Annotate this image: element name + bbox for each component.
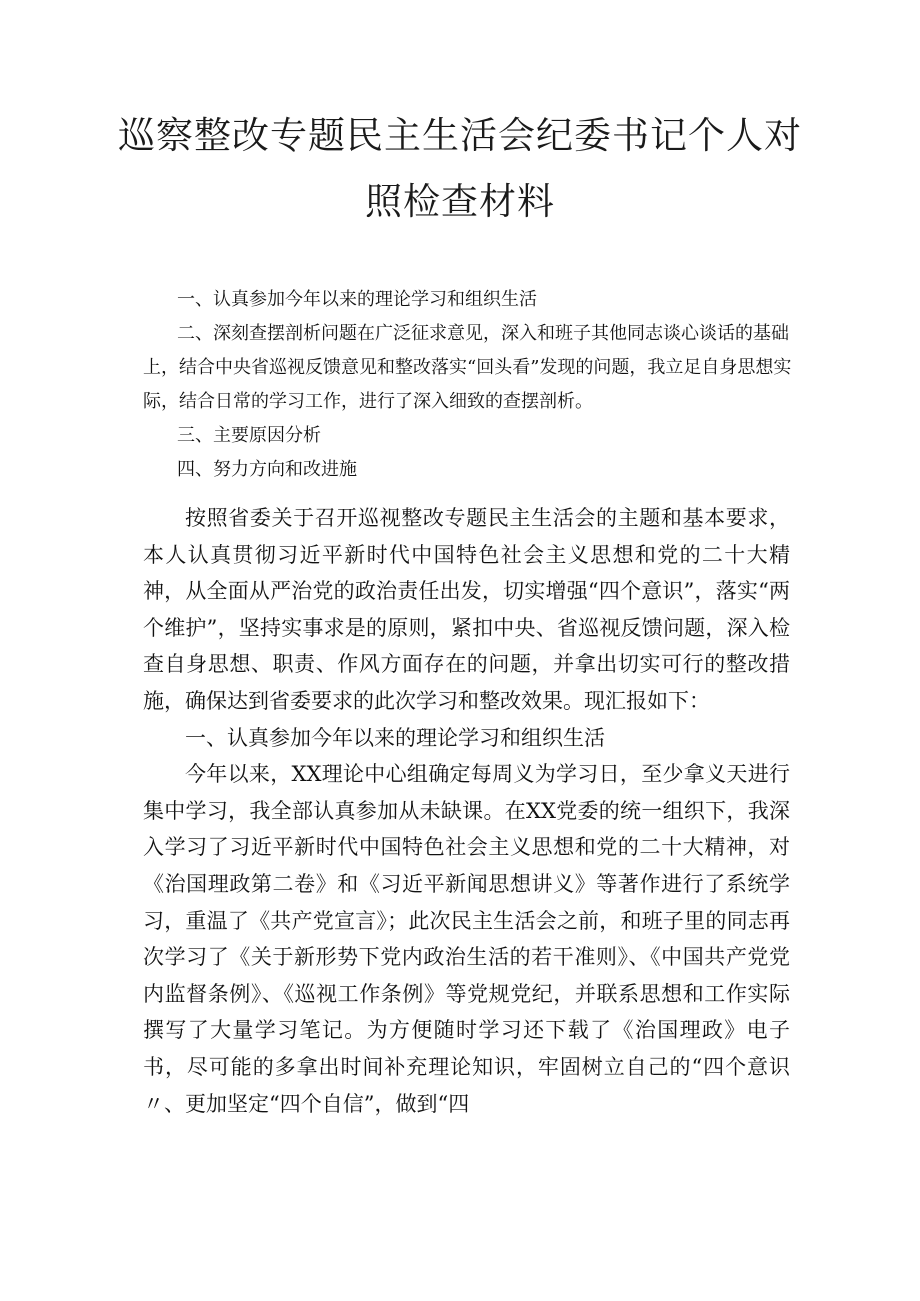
- document-body: [143, 500, 790, 1122]
- outline-item-4: 四、努力方向和改进施: [177, 459, 357, 480]
- section-1-paragraph: 今年以来，XX理论中心组确定每周义为学习日，至少拿义天进行集中学习，我全部认真参加从未缺课。在XX党委的统一组织下，我深入学习了习近平新时代中国特色社会主义思想和党的二十大精神，对《治国理政第二卷》和《习近平新闻思想讲义》等著作进行了系统学习，重温了《共产党宣言》；此次民主生活会之前，和班子里的同志再次学习了《关于新形势下党内政治生活的若干准则》、《中国共产党党内监督条例》、《巡视工作条例》等党规党纪，并联系思想和工作实际撰写了大量学习笔记。为方便随时学习还下载了《治国理政》电子书，尽可能的多拿出时间补充理论知识，牢固树立自己的“四个意识〃、更加坚定“四个自信”，做到“四: [143, 762, 790, 1116]
- outline-list: [143, 283, 803, 487]
- outline-item-2: 二、深刻查摆剖析问题在广泛征求意见，深入和班子其他同志谈心谈话的基础上，结合中央省巡视反馈意见和整改落实“回头看”发现的问题，我立足自身思想实际，结合日常的学习工作，进行了深入细致的查摆剖析。: [143, 323, 792, 412]
- intro-paragraph: 按照省委关于召开巡视整改专题民主生活会的主题和基本要求，本人认真贯彻习近平新时代中国特色社会主义思想和党的二十大精神，从全面从严治党的政治责任出发，切实增强“四个意识”，落实“两个维护”，坚持实事求是的原则，紧扣中央、省巡视反馈问题，深入检查自身思想、职责、作风方面存在的问题，并拿出切实可行的整改措施，确保达到省委要求的此次学习和整改效果。现汇报如下：: [143, 506, 790, 713]
- title-line-1: 巡察整改专题民主生活会纪委书记个人对: [118, 114, 802, 157]
- outline-item-3: 三、主要原因分析: [177, 425, 321, 446]
- document-title: [100, 103, 820, 235]
- section-1-heading: 一、认真参加今年以来的理论学习和组织生活: [185, 725, 605, 750]
- outline-item-1: 一、认真参加今年以来的理论学习和组织生活: [177, 289, 537, 310]
- title-line-2: 照检查材料: [365, 180, 555, 223]
